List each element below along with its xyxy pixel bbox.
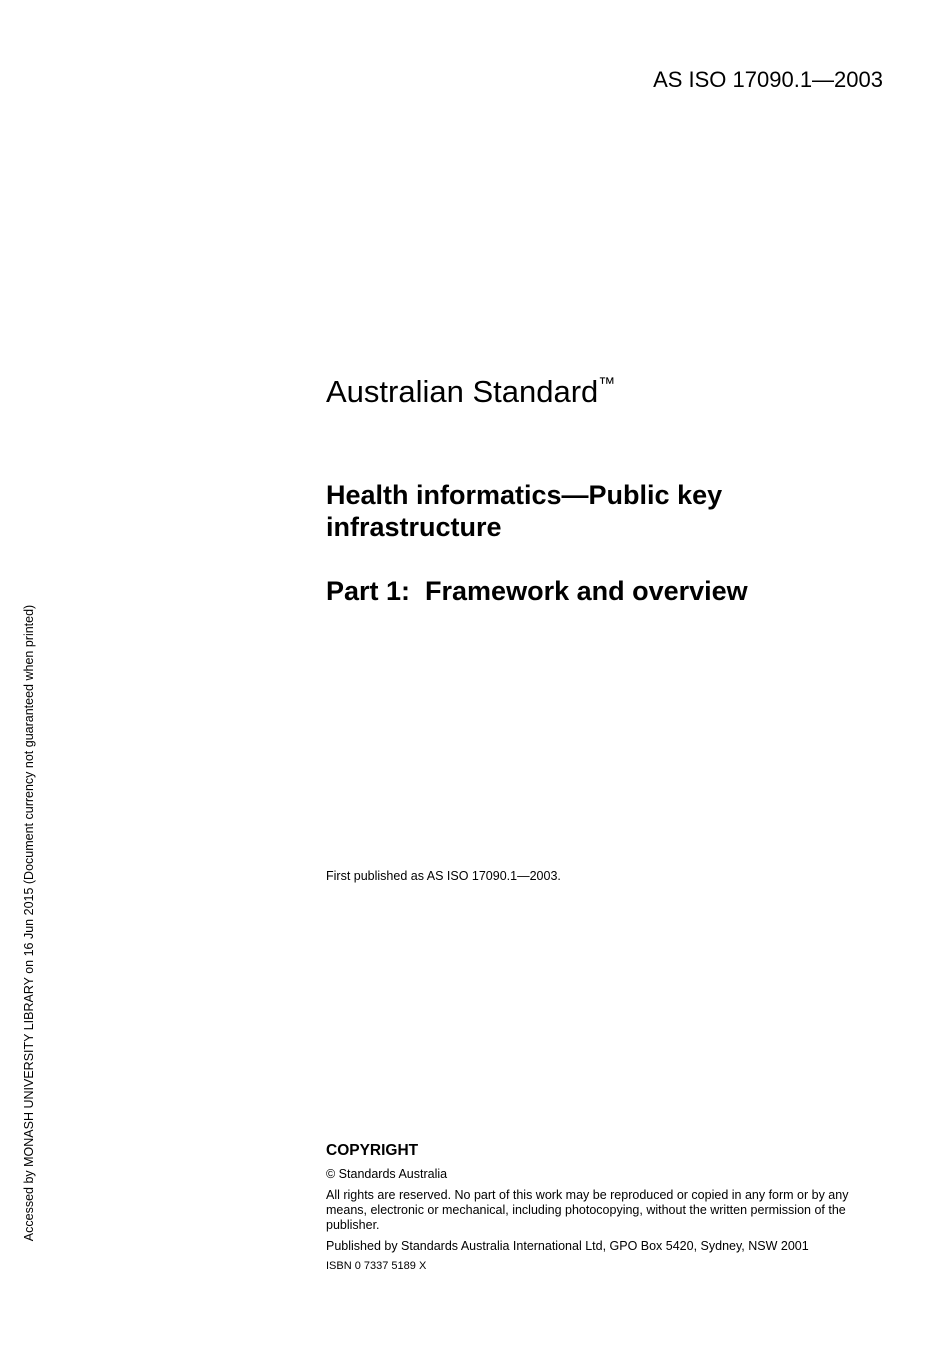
copyright-heading: COPYRIGHT xyxy=(326,1142,419,1159)
standard-label-text: Australian Standard xyxy=(326,374,599,409)
isbn: ISBN 0 7337 5189 X xyxy=(326,1260,427,1272)
copyright-owner: © Standards Australia xyxy=(326,1167,448,1181)
publisher-statement: Published by Standards Australia International Ltd, GPO Box 5420, Sydney, NSW 2001 xyxy=(326,1239,809,1253)
document-number: AS ISO 17090.1—2003 xyxy=(653,67,883,92)
trademark-symbol: ™ xyxy=(598,374,616,393)
standard-label xyxy=(326,374,615,410)
document-title-line-2: infrastructure xyxy=(326,512,502,542)
copyright-block xyxy=(326,1142,882,1274)
document-part-title: Part 1: Framework and overview xyxy=(326,576,748,606)
first-published-note: First published as AS ISO 17090.1—2003. xyxy=(326,869,561,883)
rights-statement: All rights are reserved. No part of this work may be reproduced or copied in any form or by any means, electronic or mechanical, including photocopying, without the written permission of the publisher. xyxy=(326,1188,849,1232)
document-title xyxy=(326,479,846,543)
access-side-note: Accessed by MONASH UNIVERSITY LIBRARY on 16 Jun 2015 (Document currency not guaranteed when printed) xyxy=(22,604,36,1242)
document-title-line-1: Health informatics—Public key xyxy=(326,480,723,510)
